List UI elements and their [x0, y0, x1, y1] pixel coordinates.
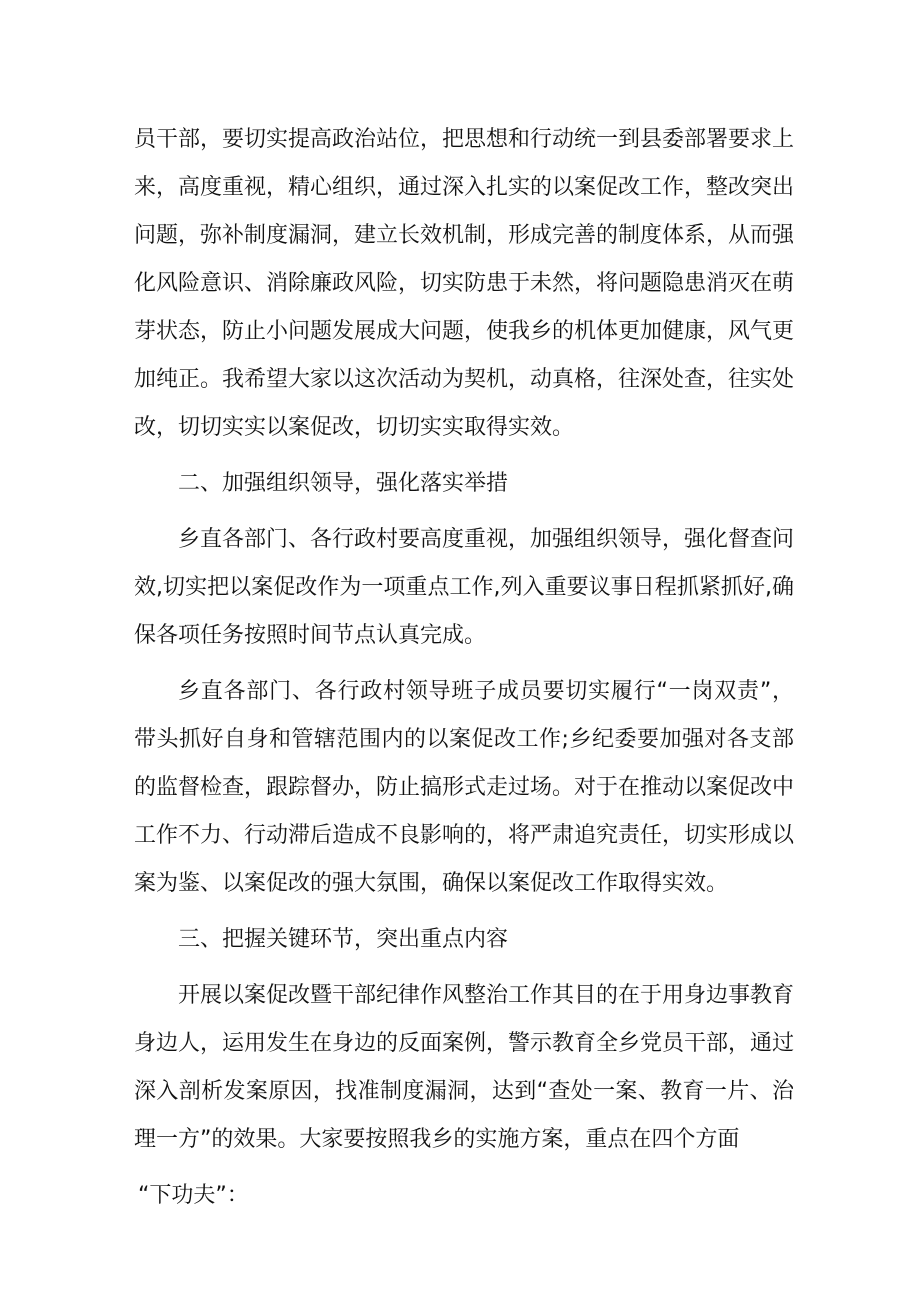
paragraph-key-points: 开展以案促改暨干部纪律作风整治工作其目的在于用身边事教育身边人，运用发生在身边的反面案例，警示教育全乡党员干部，通过深入剖析发案原因，找准制度漏洞，达到“查处一案、教育一片、治理一方”的效果。大家要按照我乡的实施方案，重点在四个方面 — [134, 983, 795, 1152]
paragraph-organization: 乡直各部门、各行政村要高度重视，加强组织领导，强化督查问效,切实把以案促改作为一项重点工作,列入重要议事日程抓紧抓好,确保各项任务按照时间节点认真完成。 — [134, 527, 795, 648]
paragraph-tail: “下功夫”： — [138, 1183, 249, 1208]
document-body — [134, 116, 794, 1228]
paragraph-responsibility: 乡直各部门、各行政村领导班子成员要切实履行“一岗双责”，带头抓好自身和管辖范围内的以案促改工作;乡纪委要加强对各支部的监督检查，跟踪督办，防止搞形式走过场。对于在推动以案促改中工作不力、行动滞后造成不良影响的，将严肃追究责任，切实形成以案为鉴、以案促改的强大氛围，确保以案促改工作取得实效。 — [134, 679, 795, 896]
paragraph-continuation: 员干部，要切实提高政治站位，把思想和行动统一到县委部署要求上来，高度重视，精心组织，通过深入扎实的以案促改工作，整改突出问题，弥补制度漏洞，建立长效机制，形成完善的制度体系，从而强化风险意识、消除廉政风险，切实防患于未然，将问题隐患消灭在萌芽状态，防止小问题发展成大问题，使我乡的机体更加健康，风气更加纯正。我希望大家以这次活动为契机，动真格，往深处查，往实处改，切切实实以案促改，切切实实取得实效。 — [134, 127, 795, 440]
section-heading-3: 三、把握关键环节，突出重点内容 — [178, 927, 509, 952]
section-heading-2: 二、加强组织领导，强化落实举措 — [178, 471, 509, 496]
